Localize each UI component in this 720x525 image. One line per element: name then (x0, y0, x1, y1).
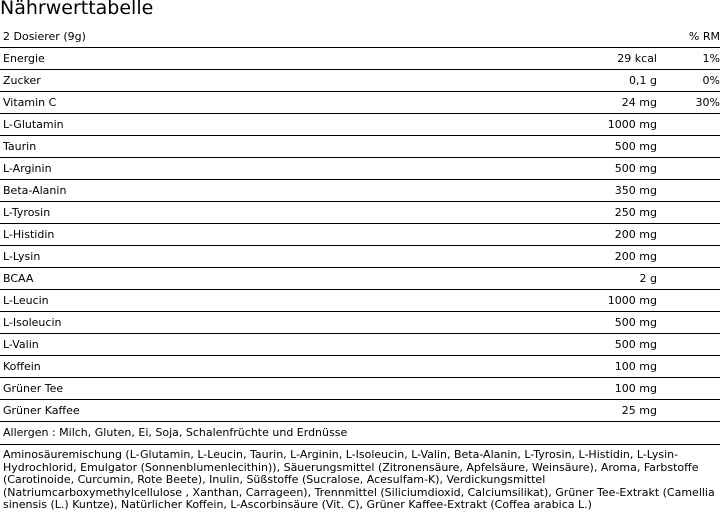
nutrient-rm (662, 334, 720, 356)
nutrient-amount: 100 mg (450, 378, 662, 400)
nutrient-rm: 0% (662, 70, 720, 92)
ingredients-text: Aminosäuremischung (L-Glutamin, L-Leucin, Taurin, L-Arginin, L-Isoleucin, L-Valin, Beta-Alanin, L-Tyrosin, L-Histidin, L-Lysin-Hydrochlorid, Emulgator (Sonnenblumenlecithin)), Säuerungsmittel (Zitronensäure, Apfelsäure, Weinsäure), Aroma, Farbstoffe (Carotinoide, Curcumin, Rote Beete), Inulin, Süßstoffe (Sucralose, Acesulfam-K), Verdickungsmittel (Natriumcarboxymethylcellulose , Xanthan, Carrageen), Trennmittel (Siliciumdioxid, Calciumsilikat), Grüner Tee-Extrakt (Camellia sinensis (L.) Kuntze), Natürlicher Koffein, L-Ascorbinsäure (Vit. C), Grüner Kaffee-Extrakt (Coffea arabica L.) (3, 448, 715, 512)
nutrient-rm (662, 356, 720, 378)
table-row (0, 312, 720, 334)
nutrient-rm: 1% (662, 48, 720, 70)
nutrient-name: Taurin (0, 136, 450, 158)
table-row (0, 378, 720, 400)
nutrient-rm (662, 114, 720, 136)
nutrient-rm (662, 378, 720, 400)
nutrient-amount: 25 mg (450, 400, 662, 422)
nutrient-rm (662, 224, 720, 246)
nutrient-name: L-Leucin (0, 290, 450, 312)
page-title: Nährwerttabelle (0, 0, 154, 19)
rm-header: % RM (662, 26, 720, 48)
nutrient-amount: 0,1 g (450, 70, 662, 92)
nutrient-rm (662, 290, 720, 312)
nutrient-amount: 2 g (450, 268, 662, 290)
table-row (0, 48, 720, 70)
serving-label: 2 Dosierer (9g) (0, 26, 450, 48)
nutrient-amount: 100 mg (450, 356, 662, 378)
nutrient-amount: 250 mg (450, 202, 662, 224)
nutrient-name: Vitamin C (0, 92, 450, 114)
nutrient-amount: 200 mg (450, 246, 662, 268)
nutrient-name: Grüner Kaffee (0, 400, 450, 422)
nutrient-rm (662, 400, 720, 422)
nutrient-name: Energie (0, 48, 450, 70)
nutrient-name: L-Lysin (0, 246, 450, 268)
nutrient-amount: 350 mg (450, 180, 662, 202)
table-header-row (0, 26, 720, 48)
allergen-text: Allergen : Milch, Gluten, Ei, Soja, Schalenfrüchte und Erdnüsse (0, 422, 720, 445)
nutrient-name: L-Tyrosin (0, 202, 450, 224)
nutrient-name: Zucker (0, 70, 450, 92)
table-row (0, 92, 720, 114)
nutrient-rm (662, 158, 720, 180)
table-row (0, 70, 720, 92)
nutrient-name: L-Histidin (0, 224, 450, 246)
nutrient-amount: 24 mg (450, 92, 662, 114)
table-row (0, 224, 720, 246)
nutrient-rm (662, 246, 720, 268)
nutrient-rm (662, 268, 720, 290)
table-row (0, 356, 720, 378)
table-row (0, 246, 720, 268)
nutrient-amount: 500 mg (450, 312, 662, 334)
nutrient-rm (662, 180, 720, 202)
nutrient-amount: 29 kcal (450, 48, 662, 70)
table-row (0, 136, 720, 158)
nutrient-amount: 1000 mg (450, 290, 662, 312)
nutrient-name: L-Glutamin (0, 114, 450, 136)
nutrient-amount: 500 mg (450, 158, 662, 180)
nutrient-rm (662, 312, 720, 334)
allergen-row (0, 422, 720, 445)
table-row (0, 158, 720, 180)
nutrition-table (0, 26, 720, 445)
nutrient-name: Grüner Tee (0, 378, 450, 400)
nutrient-name: Beta-Alanin (0, 180, 450, 202)
nutrient-name: L-Valin (0, 334, 450, 356)
nutrient-rm (662, 202, 720, 224)
nutrient-rm (662, 136, 720, 158)
nutrient-amount: 500 mg (450, 136, 662, 158)
amount-header (450, 26, 662, 48)
nutrient-name: L-Isoleucin (0, 312, 450, 334)
nutrient-amount: 200 mg (450, 224, 662, 246)
table-row (0, 180, 720, 202)
table-row (0, 202, 720, 224)
table-row (0, 114, 720, 136)
table-row (0, 400, 720, 422)
table-row (0, 290, 720, 312)
table-row (0, 334, 720, 356)
nutrient-rm: 30% (662, 92, 720, 114)
table-row (0, 268, 720, 290)
nutrient-name: Koffein (0, 356, 450, 378)
nutrient-name: BCAA (0, 268, 450, 290)
nutrient-name: L-Arginin (0, 158, 450, 180)
nutrient-amount: 1000 mg (450, 114, 662, 136)
nutrient-amount: 500 mg (450, 334, 662, 356)
